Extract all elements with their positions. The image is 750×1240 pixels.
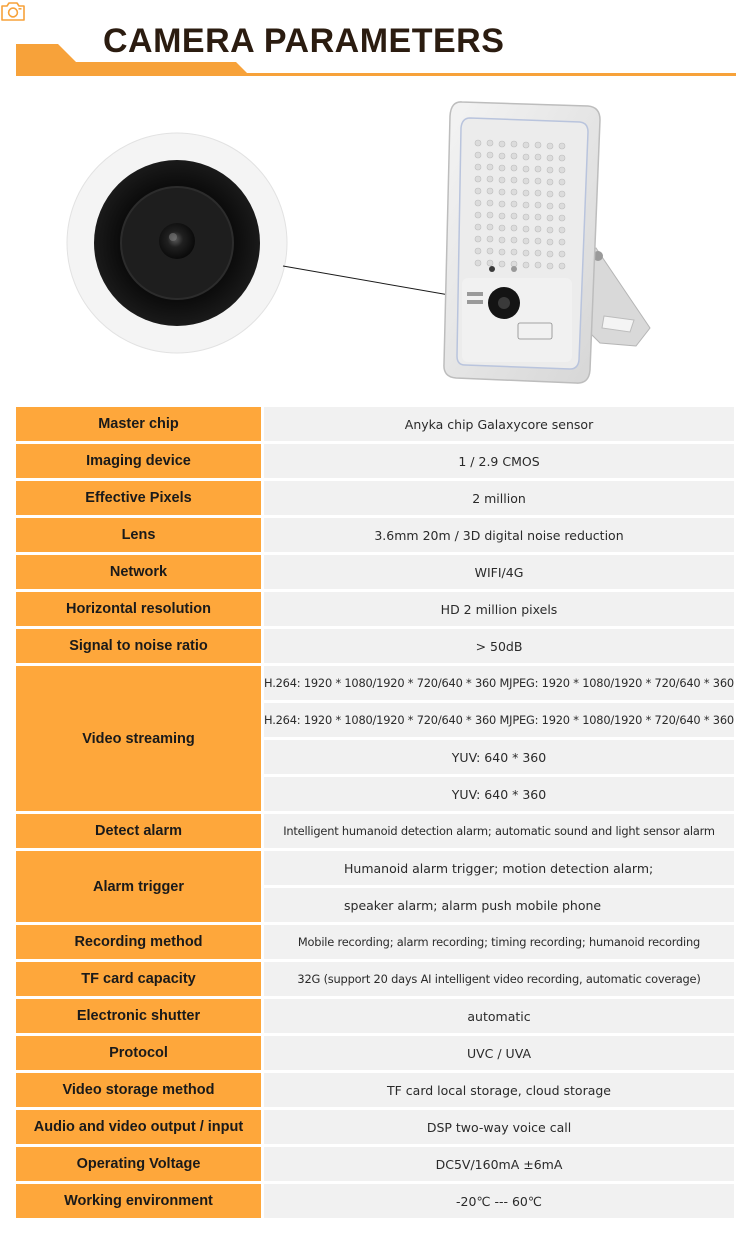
spec-value: speaker alarm; alarm push mobile phone [264, 888, 734, 922]
spec-label: Master chip [16, 407, 261, 441]
spec-label: Recording method [16, 925, 261, 959]
spec-label: Network [16, 555, 261, 589]
spec-row-electronic-shutter [16, 999, 734, 1033]
spec-value: Anyka chip Galaxycore sensor [264, 407, 734, 441]
spec-label: Imaging device [16, 444, 261, 478]
spec-row-horizontal-resolution [16, 592, 734, 626]
spec-row-detect-alarm [16, 814, 734, 848]
spec-value: Mobile recording; alarm recording; timing recording; humanoid recording [264, 925, 734, 959]
spec-value: HD 2 million pixels [264, 592, 734, 626]
spec-value: Humanoid alarm trigger; motion detection alarm; [264, 851, 734, 885]
spec-value: TF card local storage, cloud storage [264, 1073, 734, 1107]
spec-row-lens [16, 518, 734, 552]
spec-row-recording-method [16, 925, 734, 959]
spec-value: DC5V/160mA ±6mA [264, 1147, 734, 1181]
spec-label: Video streaming [16, 666, 261, 811]
spec-label: Audio and video output / input [16, 1110, 261, 1144]
spec-row-signal-to-noise [16, 629, 734, 663]
spec-label: TF card capacity [16, 962, 261, 996]
spec-value: automatic [264, 999, 734, 1033]
spec-row-audio-video-io [16, 1110, 734, 1144]
spec-value: Intelligent humanoid detection alarm; automatic sound and light sensor alarm [264, 814, 734, 848]
spec-label: Video storage method [16, 1073, 261, 1107]
spec-value: 3.6mm 20m / 3D digital noise reduction [264, 518, 734, 552]
spec-row-tf-card-capacity [16, 962, 734, 996]
spec-row-network [16, 555, 734, 589]
camera-spec-table [16, 407, 734, 1221]
spec-row-video-streaming [16, 666, 734, 811]
spec-label: Detect alarm [16, 814, 261, 848]
spec-row-protocol [16, 1036, 734, 1070]
page-title: CAMERA PARAMETERS [103, 22, 505, 60]
spec-value: WIFI/4G [264, 555, 734, 589]
spec-value: 1 / 2.9 CMOS [264, 444, 734, 478]
spec-label: Lens [16, 518, 261, 552]
spec-value: 2 million [264, 481, 734, 515]
product-illustration [0, 88, 750, 398]
spec-row-effective-pixels [16, 481, 734, 515]
spec-value: H.264: 1920 * 1080/1920 * 720/640 * 360 MJPEG: 1920 * 1080/1920 * 720/640 * 360 [264, 703, 734, 737]
page-header [0, 0, 750, 80]
spec-label: Working environment [16, 1184, 261, 1218]
spec-value: DSP two-way voice call [264, 1110, 734, 1144]
spec-value: > 50dB [264, 629, 734, 663]
spec-value: UVC / UVA [264, 1036, 734, 1070]
spec-row-operating-voltage [16, 1147, 734, 1181]
spec-label: Horizontal resolution [16, 592, 261, 626]
spec-label: Effective Pixels [16, 481, 261, 515]
spec-value: H.264: 1920 * 1080/1920 * 720/640 * 360 MJPEG: 1920 * 1080/1920 * 720/640 * 360 [264, 666, 734, 700]
spec-row-imaging-device [16, 444, 734, 478]
spec-row-master-chip [16, 407, 734, 441]
spec-label: Operating Voltage [16, 1147, 261, 1181]
spec-label: Electronic shutter [16, 999, 261, 1033]
solar-light-camera-image [0, 88, 750, 398]
camera-icon [0, 0, 26, 22]
spec-value: YUV: 640 * 360 [264, 777, 734, 811]
spec-row-alarm-trigger [16, 851, 734, 922]
spec-value: -20℃ --- 60℃ [264, 1184, 734, 1218]
spec-value: 32G (support 20 days AI intelligent video recording, automatic coverage) [264, 962, 734, 996]
spec-label: Signal to noise ratio [16, 629, 261, 663]
spec-row-video-storage-method [16, 1073, 734, 1107]
spec-label: Protocol [16, 1036, 261, 1070]
spec-row-working-environment [16, 1184, 734, 1218]
spec-label: Alarm trigger [16, 851, 261, 922]
spec-value: YUV: 640 * 360 [264, 740, 734, 774]
